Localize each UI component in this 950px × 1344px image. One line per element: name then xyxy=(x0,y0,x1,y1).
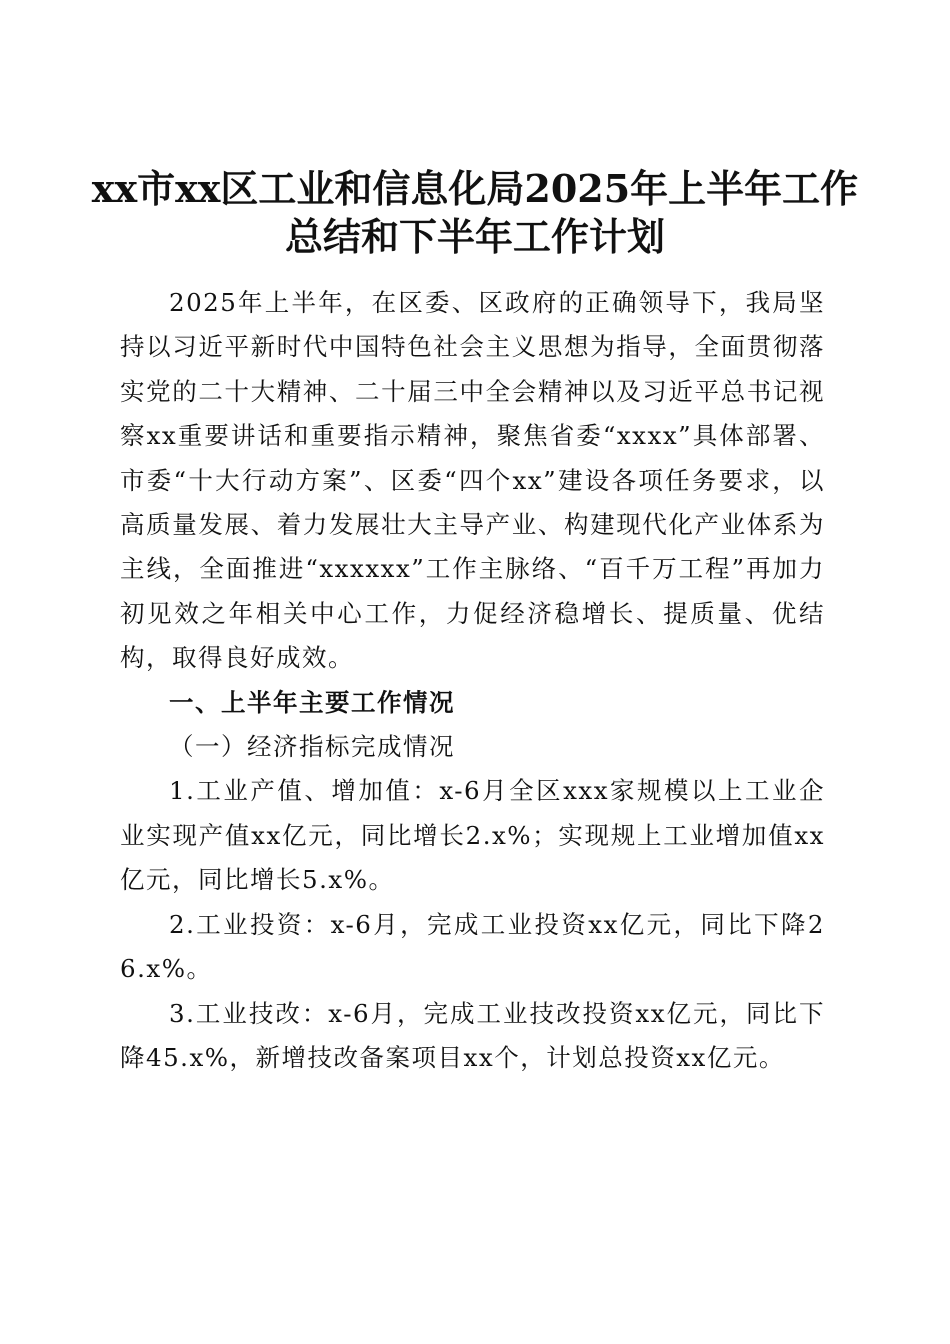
document-title xyxy=(80,165,870,261)
list-item: 1.工业产值、增加值：x-6月全区xxx家规模以上工业企业实现产值xx亿元，同比增长2.x%；实现规上工业增加值xx亿元，同比增长5.x%。 xyxy=(120,776,825,895)
document-body xyxy=(120,281,825,1080)
list-item: 3.工业技改：x-6月，完成工业技改投资xx亿元，同比下降45.x%，新增技改备案项目xx个，计划总投资xx亿元。 xyxy=(120,998,825,1072)
subsection-heading: （一）经济指标完成情况 xyxy=(169,732,455,762)
intro-paragraph: 2025年上半年，在区委、区政府的正确领导下，我局坚持以习近平新时代中国特色社会主义思想为指导，全面贯彻落实党的二十大精神、二十届三中全会精神以及习近平总书记视察xx重要讲话和重要指示精神，聚焦省委“xxxx”具体部署、市委“十大行动方案”、区委“四个xx”建设各项任务要求，以高质量发展、着力发展壮大主导产业、构建现代化产业体系为主线，全面推进“xxxxxx”工作主脉络、“百千万工程”再加力初见效之年相关中心工作，力促经济稳增长、提质量、优结构，取得良好成效。 xyxy=(120,288,825,673)
title-line-1: xx市xx区工业和信息化局2025年上半年工作 xyxy=(91,166,859,212)
section-heading: 一、上半年主要工作情况 xyxy=(169,687,455,717)
title-line-2: 总结和下半年工作计划 xyxy=(284,214,665,260)
list-item: 2.工业投资：x-6月，完成工业投资xx亿元，同比下降26.x%。 xyxy=(120,909,825,984)
